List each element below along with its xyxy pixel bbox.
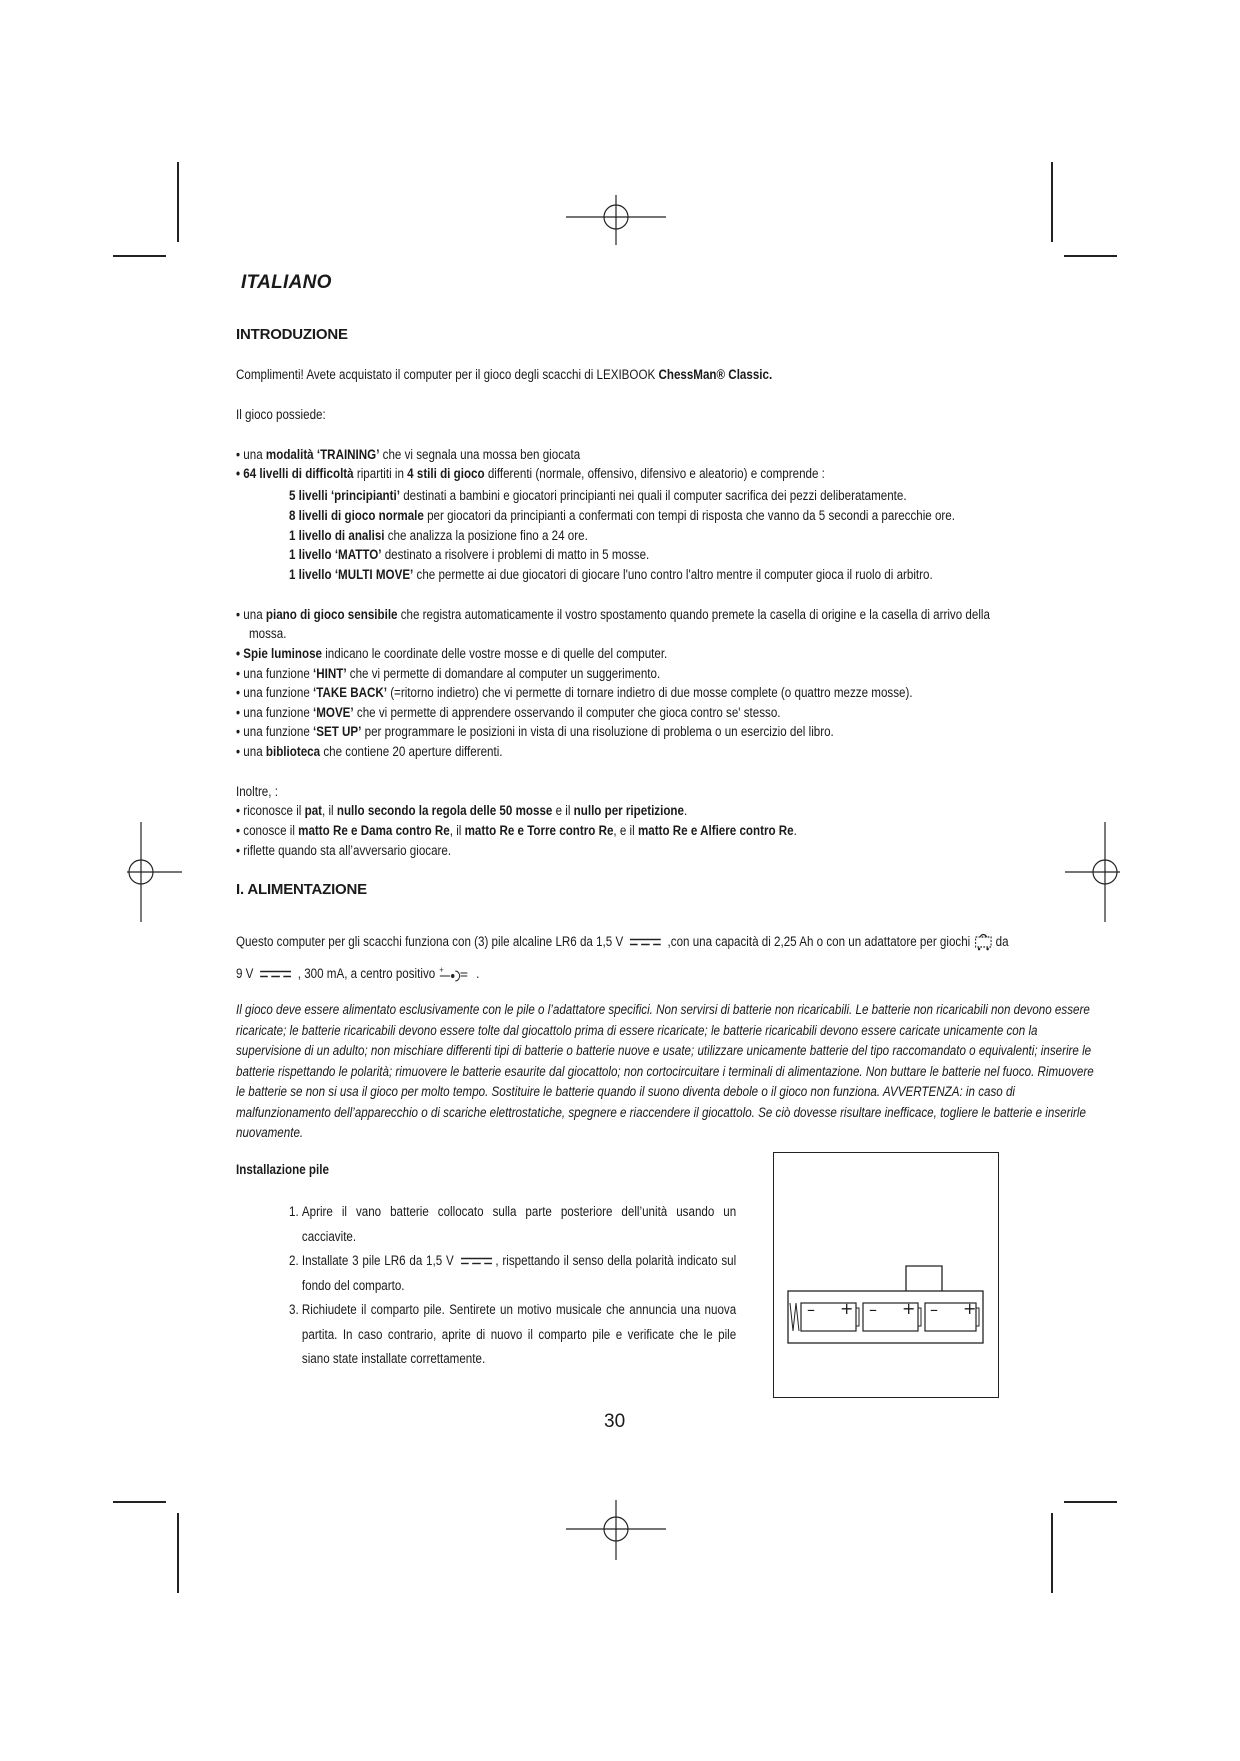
rule-draws: • riconosce il pat, il nullo secondo la regola delle 50 mosse e il nullo per ripetizione. [236, 803, 688, 818]
install-step-3: 3. Richiudete il comparto pile. Sentirete un motivo musicale che annuncia una nuova partita. In caso contrario, aprite di nuovo il comparto pile e verificate che le pile siano state installate correttamente. [289, 1302, 737, 1366]
feature-levels: • 64 livelli di difficoltà ripartiti in 4 stili di gioco differenti (normale, offensivo, difensivo e aleatorio) e comprende : [236, 466, 825, 481]
feature-set-up: • una funzione ‘SET UP’ per programmare le posizioni in vista di una risoluzione di problema o un esercizio del libro. [236, 724, 834, 739]
svg-text:+: + [439, 966, 445, 975]
rule-ponder: • riflette quando sta all’avversario giocare. [236, 843, 452, 858]
battery-3-minus: – [930, 1300, 938, 1319]
feature-sensitive-board: • una piano di gioco sensibile che registra automaticamente il vostro spostamento quando premete la casella di origine e la casella di arrivo della [236, 607, 990, 622]
power-line-1: Questo computer per gli scacchi funziona con (3) pile alcaline LR6 da 1,5 V ,con una capacità di 2,25 Ah o con un adattatore per giochi da [236, 932, 1009, 952]
dc-current-icon [260, 970, 291, 978]
dc-current-icon [630, 938, 661, 946]
registration-target-right [1065, 822, 1120, 922]
toy-adapter-icon [974, 932, 993, 952]
level-multi-move: 1 livello ‘MULTI MOVE’ che permette ai due giocatori di giocare l'uno contro l'altro mentre il computer gioca il ruolo di arbitro. [289, 567, 933, 582]
level-mate: 1 livello ‘MATTO’ destinato a risolvere i problemi di matto in 5 mosse. [289, 547, 650, 562]
feature-lights: • Spie luminose indicano le coordinate delle vostre mosse e di quelle del computer. [236, 646, 668, 661]
registration-target-top [566, 195, 666, 245]
dc-current-icon [461, 1257, 492, 1265]
install-steps [289, 1200, 736, 1372]
page-number: 30 [604, 1411, 626, 1432]
feature-hint: • una funzione ‘HINT’ che vi permette di domandare al computer un suggerimento. [236, 666, 661, 681]
battery-1-minus: – [807, 1300, 815, 1319]
inoltre-label: Inoltre, : [236, 784, 278, 799]
level-normal: 8 livelli di gioco normale per giocatori da principianti a confermati con tempi di risposta che vanno da 5 secondi a parecchie ore. [289, 508, 955, 523]
battery-1-plus: + [840, 1299, 854, 1318]
feature-move: • una funzione ‘MOVE’ che vi permette di apprendere osservando il computer che gioca contro se' stesso. [236, 705, 781, 720]
intro-heading: INTRODUZIONE [236, 326, 348, 343]
registration-target-left [127, 822, 182, 922]
install-step-1: 1. Aprire il vano batterie collocato sulla parte posteriore dell’unità usando un cacciavite. [289, 1204, 737, 1244]
feature-take-back: • una funzione ‘TAKE BACK’ (=ritorno indietro) che vi permette di tornare indietro di due mosse complete (o quattro mezze mosse). [236, 685, 913, 700]
power-heading: I. ALIMENTAZIONE [236, 881, 367, 898]
feature-library: • una biblioteca che contiene 20 aperture differenti. [236, 744, 503, 759]
safety-warning: Il gioco deve essere alimentato esclusivamente con le pile o l’adattatore specifici. Non servirsi di batterie non ricaricabili. Le batterie non ricaricabili non devono essere ricaricate; le batterie ricaricabili devono essere tolte dal giocattolo prima di essere ricaricate; le batterie ricaricabili devono essere caricate unicamente con la supervisione di un adulto; non mischiare differenti tipi di batterie o batterie nuove e usate; utilizzare unicamente batterie del tipo raccomandato o equivalenti; inserire le batterie rispettando le polarità; rimuovere le batterie esaurite dal giocattolo; non cortocircuitare i terminali di alimentazione. Non buttare le batterie nel fuoco. Rimuovere le batterie se non si usa il gioco per molto tempo. Sostituire le batterie quando il suono diventa debole o il gioco non funziona. AVVERTENZA: in caso di malfunzionamento dell’apparecchio o di scariche elettrostatiche, spegnere e riaccendere il giocattolo. Se ciò dovesse risultare inefficace, togliere le batterie e inserirle nuovamente. [236, 1002, 1094, 1140]
level-beginners: 5 livelli ‘principianti’ destinati a bambini e giocatori principianti nei quali il computer sacrifica dei pezzi deliberatamente. [289, 488, 907, 503]
center-positive-polarity-icon [438, 966, 472, 982]
level-analysis: 1 livello di analisi che analizza la posizione fino a 24 ore. [289, 528, 588, 543]
intro-line-2: Il gioco possiede: [236, 407, 326, 422]
battery-2-minus: – [869, 1300, 877, 1319]
registration-target-bottom [566, 1500, 666, 1560]
battery-2-plus: + [902, 1299, 916, 1318]
rule-mates: • conosce il matto Re e Dama contro Re, il matto Re e Torre contro Re, e il matto Re e Alfiere contro Re. [236, 823, 797, 838]
language-title: ITALIANO [241, 272, 332, 293]
install-step-2: 2. Installate 3 pile LR6 da 1,5 V , rispettando il senso della polarità indicato sul fondo del comparto. [289, 1253, 737, 1293]
feature-sensitive-board-cont: mossa. [249, 626, 287, 641]
install-heading: Installazione pile [236, 1162, 329, 1177]
intro-line-1: Complimenti! Avete acquistato il computer per il gioco degli scacchi di LEXIBOOK ChessMan® Classic. [236, 367, 773, 382]
battery-3-plus: + [963, 1299, 977, 1318]
power-line-2: 9 V , 300 mA, a centro positivo + . [236, 966, 480, 981]
battery-compartment-drawing [774, 1153, 997, 1396]
feature-training: • una modalità ‘TRAINING’ che vi segnala una mossa ben giocata [236, 447, 581, 462]
battery-compartment-diagram [773, 1152, 999, 1398]
